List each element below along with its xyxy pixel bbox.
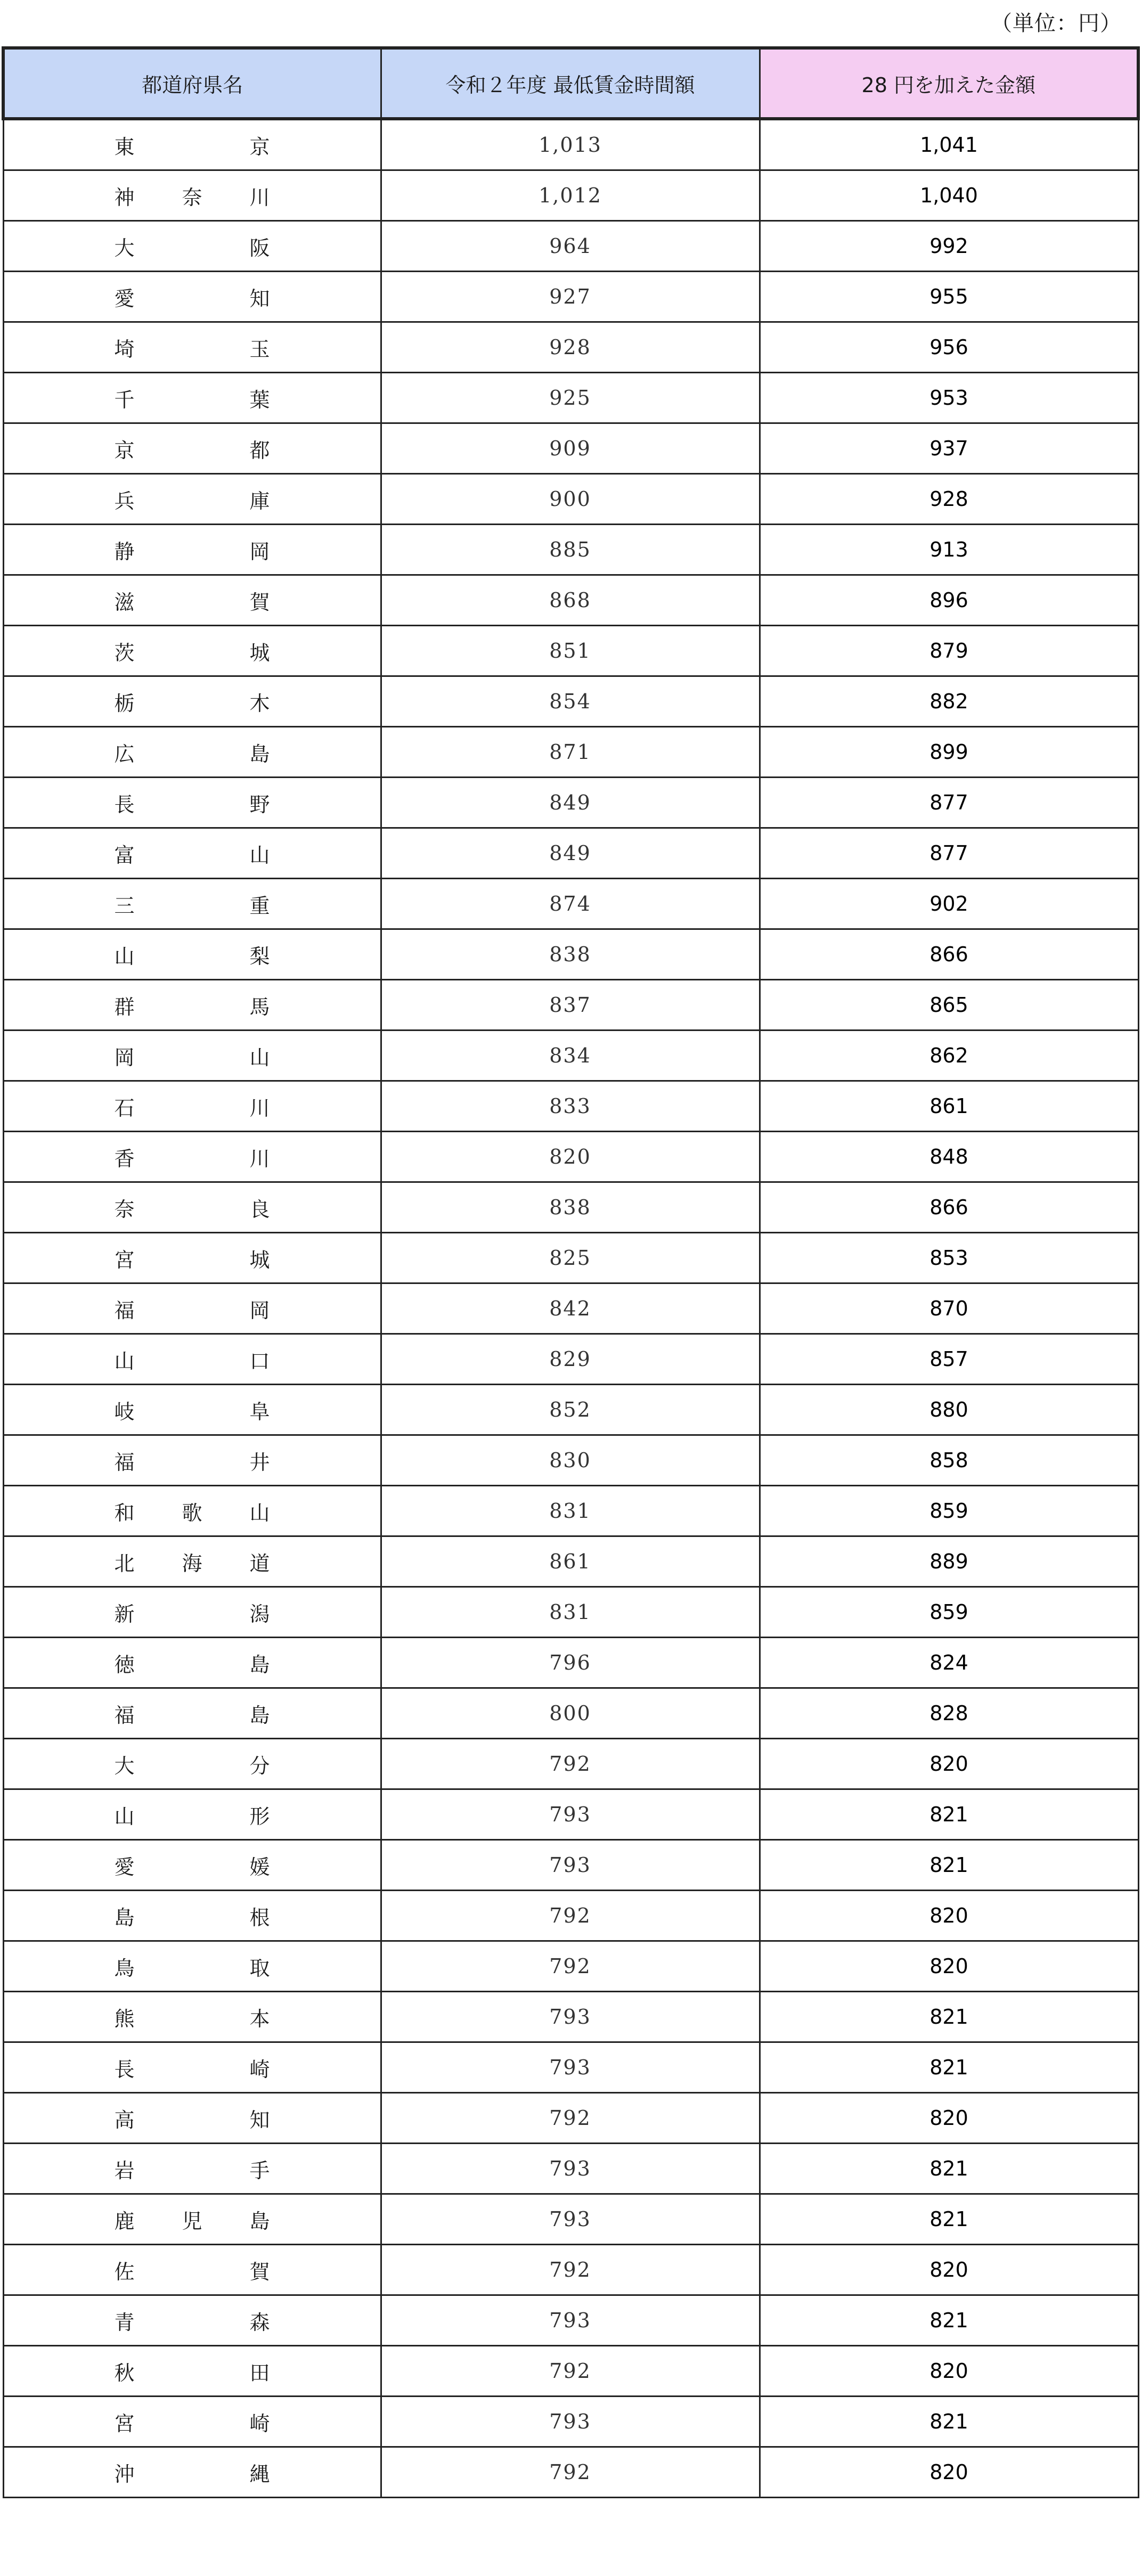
- wage-cell: 927: [381, 272, 760, 322]
- unit-label: （単位：円）: [991, 11, 1122, 36]
- plus28-cell: 1,040: [760, 170, 1138, 221]
- wage-cell: 837: [381, 980, 760, 1031]
- prefecture-cell: [3, 373, 381, 423]
- table-row: [3, 2295, 1138, 2346]
- table-row: [3, 119, 1138, 170]
- prefecture-cell: [3, 170, 381, 221]
- prefecture-name: 神 奈 川: [114, 185, 270, 209]
- prefecture-cell: [3, 1688, 381, 1739]
- table-row: [3, 1840, 1138, 1891]
- prefecture-name: 鹿 児 島: [114, 2209, 270, 2233]
- table-row: [3, 272, 1138, 322]
- table-row: [3, 1486, 1138, 1536]
- prefecture-name: 愛 知: [114, 287, 270, 310]
- prefecture-name: 徳 島: [114, 1653, 270, 1677]
- table-row: [3, 525, 1138, 575]
- prefecture-cell: [3, 525, 381, 575]
- wage-cell: 793: [381, 2144, 760, 2194]
- prefecture-cell: [3, 1789, 381, 1840]
- table-row: [3, 2194, 1138, 2245]
- table-row: [3, 2397, 1138, 2447]
- table-row: [3, 778, 1138, 828]
- prefecture-cell: [3, 221, 381, 272]
- plus28-cell: 820: [760, 2245, 1138, 2295]
- prefecture-name: 山 梨: [114, 944, 270, 968]
- prefecture-cell: [3, 575, 381, 626]
- plus28-cell: 880: [760, 1385, 1138, 1435]
- prefecture-cell: [3, 322, 381, 373]
- plus28-cell: 937: [760, 423, 1138, 474]
- plus28-cell: 820: [760, 1739, 1138, 1789]
- prefecture-cell: [3, 2346, 381, 2397]
- prefecture-cell: [3, 1891, 381, 1941]
- prefecture-name: 宮 城: [114, 1248, 270, 1272]
- table-body: [3, 119, 1138, 2498]
- wage-cell: 861: [381, 1536, 760, 1587]
- wage-cell: 792: [381, 1891, 760, 1941]
- prefecture-cell: [3, 1941, 381, 1992]
- prefecture-name: 広 島: [114, 742, 270, 766]
- wage-cell: 900: [381, 474, 760, 525]
- wage-cell: 792: [381, 2447, 760, 2498]
- table-row: [3, 575, 1138, 626]
- plus28-cell: 877: [760, 828, 1138, 879]
- prefecture-name: 長 野: [114, 792, 270, 816]
- prefecture-cell: [3, 2194, 381, 2245]
- wage-cell: 838: [381, 929, 760, 980]
- wage-cell: 793: [381, 1789, 760, 1840]
- prefecture-cell: [3, 474, 381, 525]
- prefecture-cell: [3, 1992, 381, 2042]
- table-row: [3, 373, 1138, 423]
- plus28-cell: 899: [760, 727, 1138, 778]
- wage-cell: 851: [381, 626, 760, 676]
- prefecture-name: 山 形: [114, 1804, 270, 1828]
- wage-cell: 849: [381, 828, 760, 879]
- prefecture-cell: [3, 272, 381, 322]
- table-row: [3, 1992, 1138, 2042]
- table-row: [3, 2245, 1138, 2295]
- table-row: [3, 727, 1138, 778]
- prefecture-name: 和 歌 山: [114, 1501, 270, 1525]
- wage-cell: 793: [381, 2042, 760, 2093]
- prefecture-name: 秋 田: [114, 2361, 270, 2385]
- wage-cell: 925: [381, 373, 760, 423]
- table-row: [3, 423, 1138, 474]
- prefecture-cell: [3, 1283, 381, 1334]
- prefecture-name: 東 京: [114, 135, 270, 159]
- prefecture-name: 北 海 道: [114, 1551, 270, 1575]
- prefecture-cell: [3, 879, 381, 929]
- prefecture-name: 滋 賀: [114, 590, 270, 614]
- wage-cell: 834: [381, 1031, 760, 1081]
- prefecture-cell: [3, 676, 381, 727]
- prefecture-name: 大 分: [114, 1754, 270, 1778]
- plus28-cell: 821: [760, 1840, 1138, 1891]
- prefecture-cell: [3, 1536, 381, 1587]
- table-row: [3, 626, 1138, 676]
- prefecture-cell: [3, 2397, 381, 2447]
- prefecture-name: 青 森: [114, 2310, 270, 2334]
- prefecture-name: 高 知: [114, 2108, 270, 2132]
- prefecture-name: 新 潟: [114, 1602, 270, 1626]
- plus28-cell: 824: [760, 1638, 1138, 1688]
- prefecture-name: 奈 良: [114, 1197, 270, 1221]
- prefecture-cell: [3, 1840, 381, 1891]
- prefecture-name: 愛 媛: [114, 1855, 270, 1879]
- plus28-cell: 820: [760, 1941, 1138, 1992]
- table-row: [3, 676, 1138, 727]
- wage-cell: 800: [381, 1688, 760, 1739]
- plus28-cell: 821: [760, 2194, 1138, 2245]
- table-row: [3, 1182, 1138, 1233]
- table-row: [3, 2144, 1138, 2194]
- wage-cell: 831: [381, 1587, 760, 1638]
- prefecture-cell: [3, 929, 381, 980]
- minimum-wage-table: [2, 46, 1140, 2498]
- prefecture-cell: [3, 1486, 381, 1536]
- prefecture-name: 岡 山: [114, 1045, 270, 1069]
- plus28-cell: 902: [760, 879, 1138, 929]
- plus28-cell: 848: [760, 1132, 1138, 1182]
- plus28-cell: 896: [760, 575, 1138, 626]
- prefecture-name: 三 重: [114, 894, 270, 918]
- table-row: [3, 1283, 1138, 1334]
- table-row: [3, 1334, 1138, 1385]
- plus28-cell: 953: [760, 373, 1138, 423]
- plus28-cell: 820: [760, 1891, 1138, 1941]
- table-row: [3, 1031, 1138, 1081]
- header-plus28: 28 円を加えた金額: [760, 48, 1138, 119]
- table-row: [3, 828, 1138, 879]
- prefecture-name: 福 岡: [114, 1298, 270, 1322]
- table-header: [3, 48, 1138, 119]
- plus28-cell: 821: [760, 2144, 1138, 2194]
- wage-cell: 792: [381, 2346, 760, 2397]
- table-row: [3, 2346, 1138, 2397]
- plus28-cell: 821: [760, 1992, 1138, 2042]
- wage-cell: 825: [381, 1233, 760, 1283]
- wage-cell: 831: [381, 1486, 760, 1536]
- table-row: [3, 1688, 1138, 1739]
- wage-cell: 842: [381, 1283, 760, 1334]
- prefecture-name: 香 川: [114, 1147, 270, 1171]
- prefecture-name: 大 阪: [114, 236, 270, 260]
- plus28-cell: 857: [760, 1334, 1138, 1385]
- prefecture-name: 沖 縄: [114, 2462, 270, 2486]
- plus28-cell: 821: [760, 2042, 1138, 2093]
- wage-cell: 871: [381, 727, 760, 778]
- table-row: [3, 1081, 1138, 1132]
- plus28-cell: 865: [760, 980, 1138, 1031]
- wage-cell: 792: [381, 2093, 760, 2144]
- header-prefecture: 都道府県名: [3, 48, 381, 119]
- table-row: [3, 170, 1138, 221]
- prefecture-name: 群 馬: [114, 995, 270, 1019]
- header-row: [3, 48, 1138, 119]
- prefecture-cell: [3, 2144, 381, 2194]
- prefecture-name: 石 川: [114, 1096, 270, 1120]
- table-row: [3, 1638, 1138, 1688]
- prefecture-cell: [3, 2042, 381, 2093]
- wage-cell: 829: [381, 1334, 760, 1385]
- prefecture-name: 岐 阜: [114, 1400, 270, 1424]
- table-row: [3, 980, 1138, 1031]
- prefecture-name: 熊 本: [114, 2007, 270, 2031]
- plus28-cell: 859: [760, 1486, 1138, 1536]
- plus28-cell: 877: [760, 778, 1138, 828]
- table-row: [3, 1587, 1138, 1638]
- plus28-cell: 821: [760, 2397, 1138, 2447]
- plus28-cell: 858: [760, 1435, 1138, 1486]
- prefecture-cell: [3, 1132, 381, 1182]
- plus28-cell: 928: [760, 474, 1138, 525]
- prefecture-cell: [3, 828, 381, 879]
- wage-cell: 1,013: [381, 119, 760, 170]
- wage-cell: 792: [381, 1739, 760, 1789]
- plus28-cell: 862: [760, 1031, 1138, 1081]
- table-row: [3, 879, 1138, 929]
- plus28-cell: 913: [760, 525, 1138, 575]
- prefecture-cell: [3, 626, 381, 676]
- plus28-cell: 955: [760, 272, 1138, 322]
- wage-cell: 793: [381, 1992, 760, 2042]
- table-row: [3, 1739, 1138, 1789]
- prefecture-cell: [3, 727, 381, 778]
- prefecture-cell: [3, 2295, 381, 2346]
- prefecture-cell: [3, 1031, 381, 1081]
- prefecture-cell: [3, 423, 381, 474]
- prefecture-cell: [3, 1182, 381, 1233]
- prefecture-name: 福 井: [114, 1450, 270, 1474]
- prefecture-cell: [3, 2447, 381, 2498]
- prefecture-cell: [3, 1385, 381, 1435]
- prefecture-cell: [3, 1233, 381, 1283]
- wage-cell: 830: [381, 1435, 760, 1486]
- prefecture-name: 岩 手: [114, 2158, 270, 2182]
- wage-cell: 793: [381, 1840, 760, 1891]
- plus28-cell: 820: [760, 2346, 1138, 2397]
- table-row: [3, 1385, 1138, 1435]
- table-row: [3, 2447, 1138, 2498]
- table-row: [3, 1233, 1138, 1283]
- wage-cell: 885: [381, 525, 760, 575]
- plus28-cell: 820: [760, 2093, 1138, 2144]
- plus28-cell: 821: [760, 2295, 1138, 2346]
- prefecture-cell: [3, 1739, 381, 1789]
- prefecture-name: 長 崎: [114, 2057, 270, 2081]
- wage-cell: 833: [381, 1081, 760, 1132]
- wage-cell: 793: [381, 2194, 760, 2245]
- prefecture-cell: [3, 778, 381, 828]
- plus28-cell: 879: [760, 626, 1138, 676]
- prefecture-cell: [3, 1081, 381, 1132]
- table-row: [3, 2042, 1138, 2093]
- wage-cell: 874: [381, 879, 760, 929]
- plus28-cell: 828: [760, 1688, 1138, 1739]
- prefecture-name: 兵 庫: [114, 489, 270, 513]
- prefecture-name: 富 山: [114, 843, 270, 867]
- wage-cell: 964: [381, 221, 760, 272]
- prefecture-name: 静 岡: [114, 539, 270, 563]
- wage-cell: 849: [381, 778, 760, 828]
- table-row: [3, 474, 1138, 525]
- wage-cell: 852: [381, 1385, 760, 1435]
- prefecture-name: 島 根: [114, 1906, 270, 1929]
- table-row: [3, 221, 1138, 272]
- table-row: [3, 1891, 1138, 1941]
- prefecture-name: 佐 賀: [114, 2260, 270, 2284]
- wage-cell: 793: [381, 2397, 760, 2447]
- plus28-cell: 956: [760, 322, 1138, 373]
- table-row: [3, 1435, 1138, 1486]
- plus28-cell: 866: [760, 929, 1138, 980]
- table-row: [3, 1132, 1138, 1182]
- wage-cell: 928: [381, 322, 760, 373]
- wage-cell: 909: [381, 423, 760, 474]
- prefecture-name: 埼 玉: [114, 337, 270, 361]
- plus28-cell: 853: [760, 1233, 1138, 1283]
- prefecture-cell: [3, 1334, 381, 1385]
- plus28-cell: 859: [760, 1587, 1138, 1638]
- prefecture-cell: [3, 119, 381, 170]
- table-row: [3, 2093, 1138, 2144]
- prefecture-cell: [3, 1638, 381, 1688]
- plus28-cell: 889: [760, 1536, 1138, 1587]
- plus28-cell: 821: [760, 1789, 1138, 1840]
- wage-cell: 792: [381, 2245, 760, 2295]
- wage-cell: 792: [381, 1941, 760, 1992]
- prefecture-cell: [3, 2245, 381, 2295]
- wage-cell: 793: [381, 2295, 760, 2346]
- prefecture-name: 福 島: [114, 1703, 270, 1727]
- prefecture-cell: [3, 2093, 381, 2144]
- prefecture-cell: [3, 1435, 381, 1486]
- prefecture-cell: [3, 980, 381, 1031]
- table-row: [3, 1941, 1138, 1992]
- prefecture-cell: [3, 1587, 381, 1638]
- prefecture-name: 山 口: [114, 1349, 270, 1373]
- prefecture-name: 鳥 取: [114, 1956, 270, 1980]
- table-row: [3, 1789, 1138, 1840]
- wage-cell: 854: [381, 676, 760, 727]
- table-row: [3, 322, 1138, 373]
- plus28-cell: 861: [760, 1081, 1138, 1132]
- plus28-cell: 992: [760, 221, 1138, 272]
- table-row: [3, 1536, 1138, 1587]
- header-wage: 令和２年度 最低賃金時間額: [381, 48, 760, 119]
- wage-cell: 796: [381, 1638, 760, 1688]
- wage-cell: 838: [381, 1182, 760, 1233]
- prefecture-name: 千 葉: [114, 388, 270, 412]
- prefecture-name: 茨 城: [114, 641, 270, 665]
- wage-cell: 1,012: [381, 170, 760, 221]
- plus28-cell: 870: [760, 1283, 1138, 1334]
- prefecture-name: 栃 木: [114, 691, 270, 715]
- wage-cell: 868: [381, 575, 760, 626]
- prefecture-name: 宮 崎: [114, 2411, 270, 2435]
- plus28-cell: 820: [760, 2447, 1138, 2498]
- plus28-cell: 866: [760, 1182, 1138, 1233]
- plus28-cell: 882: [760, 676, 1138, 727]
- wage-cell: 820: [381, 1132, 760, 1182]
- plus28-cell: 1,041: [760, 119, 1138, 170]
- prefecture-name: 京 都: [114, 438, 270, 462]
- table-row: [3, 929, 1138, 980]
